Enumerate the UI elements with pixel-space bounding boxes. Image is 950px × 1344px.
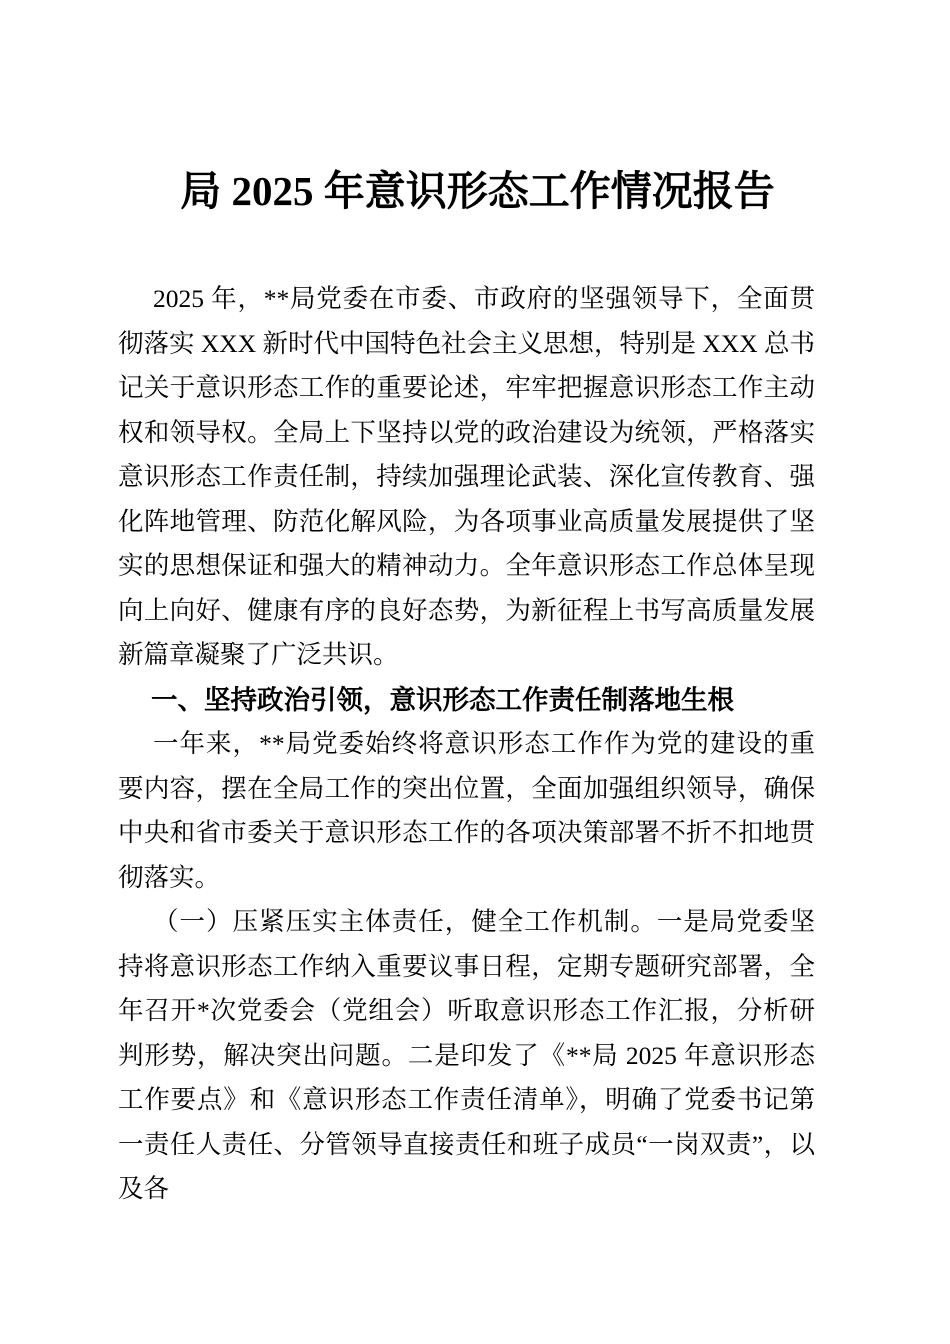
paragraph-introduction: 2025 年，**局党委在市委、市政府的坚强领导下，全面贯彻落实 XXX 新时代中国特色社会主义思想，特别是 XXX 总书记关于意识形态工作的重要论述，牢牢把握意识形态工作主动权和领导权。全局上下坚持以党的政治建设为统领，严格落实意识形态工作责任制，持续加强理论武装、深化宣传教育、强化阵地管理、防范化解风险，为各项事业高质量发展提供了坚实的思想保证和强大的精神动力。全年意识形态工作总体呈现向上向好、健康有序的良好态势，为新征程上书写高质量发展新篇章凝聚了广泛共识。 xyxy=(118,284,815,669)
paragraph-subsection-1: （一）压紧压实主体责任，健全工作机制。一是局党委坚持将意识形态工作纳入重要议事日程，定期专题研究部署，全年召开*次党委会（党组会）听取意识形态工作汇报，分析研判形势，解决突出问题。二是印发了《**局 2025 年意识形态工作要点》和《意识形态工作责任清单》，明确了党委书记第一责任人责任、分管领导直接责任和班子成员“一岗双责”，以及各 xyxy=(118,907,815,1203)
section-heading-1: 一、坚持政治引领，意识形态工作责任制落地生根 xyxy=(151,684,734,715)
paragraph-section-overview: 一年来，**局党委始终将意识形态工作作为党的建设的重要内容，摆在全局工作的突出位置，全面加强组织领导，确保中央和省市委关于意识形态工作的各项决策部署不折不扣地贯彻落实。 xyxy=(118,729,815,892)
page-title: 局 2025 年意识形态工作情况报告 xyxy=(180,168,775,214)
